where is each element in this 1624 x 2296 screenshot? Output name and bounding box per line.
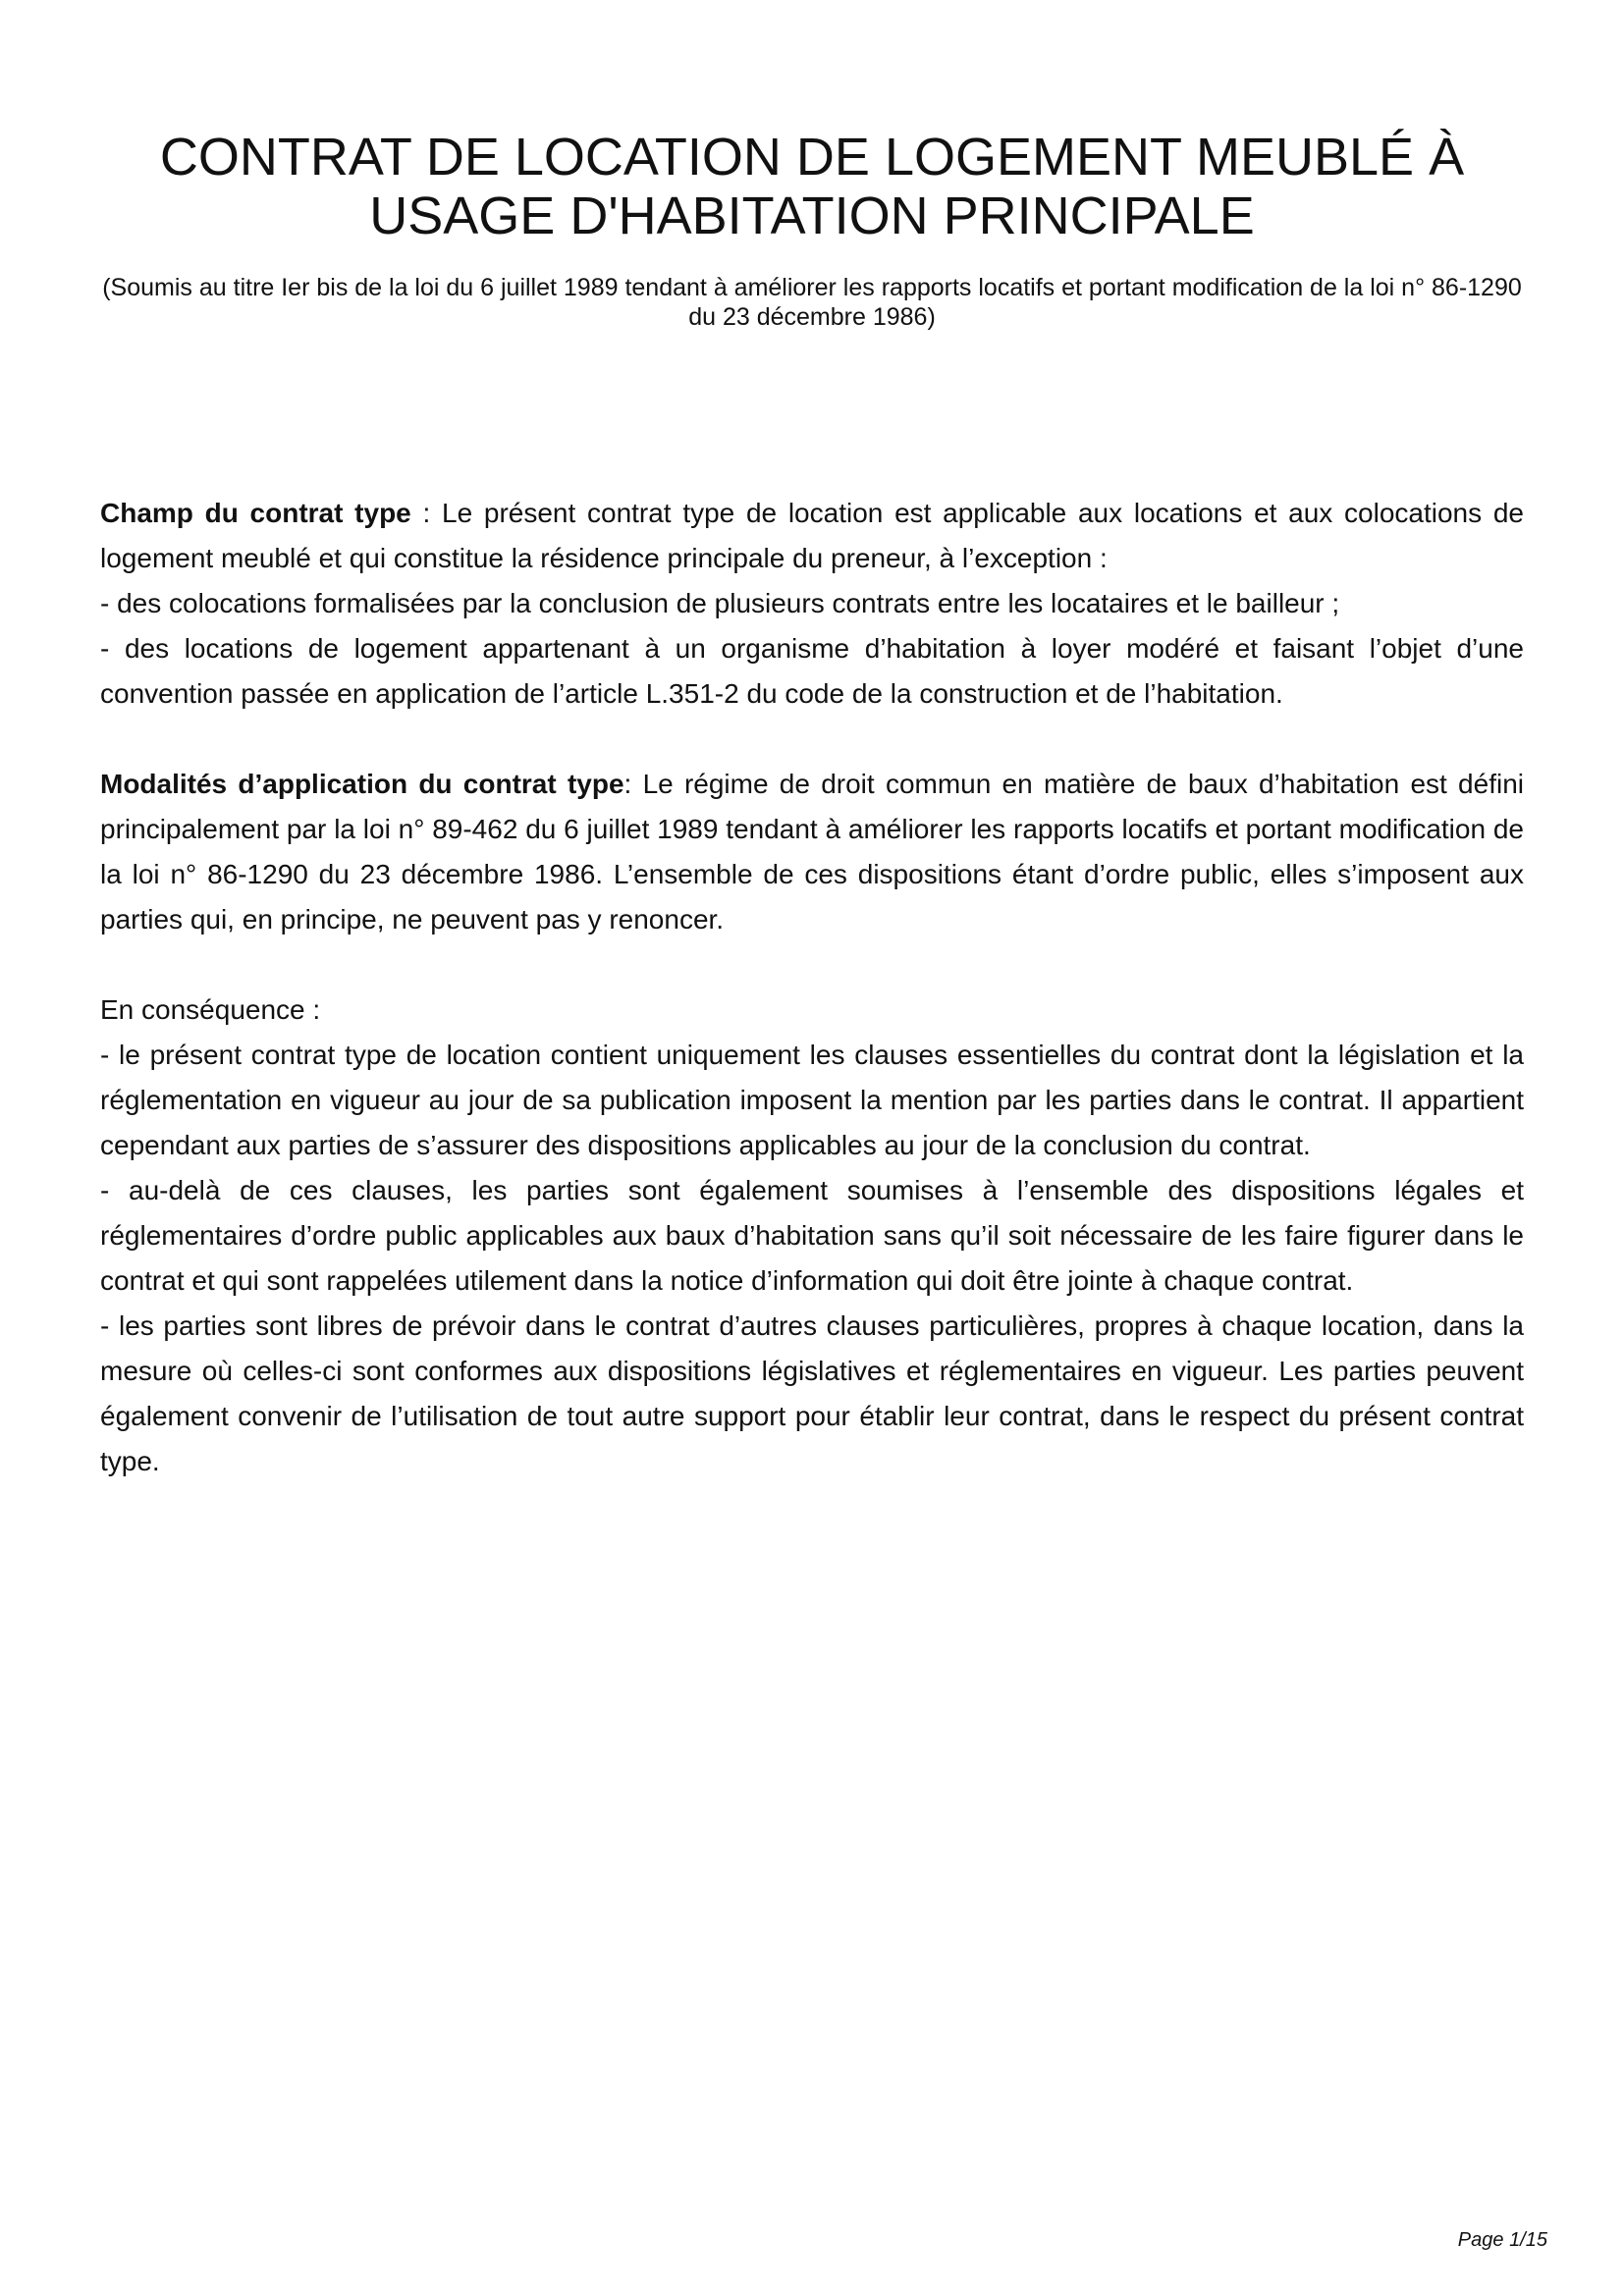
consequence-item-3: - les parties sont libres de prévoir dans le contrat d’autres clauses particulières, propres à chaque location, dans la mesure où celles-ci sont conformes aux dispositions législatives et réglementaires en vigueur. Les parties peuvent également convenir de l’utilisation de tout autre support pour établir leur contrat, dans le respect du présent contrat type. bbox=[100, 1310, 1524, 1476]
paragraph-spacer bbox=[100, 942, 1524, 988]
document-header bbox=[98, 128, 1526, 332]
modalites-label: Modalités d’application du contrat type bbox=[100, 769, 624, 799]
document-body bbox=[100, 491, 1524, 1484]
document-subtitle: (Soumis au titre Ier bis de la loi du 6 juillet 1989 tendant à améliorer les rapports locatifs et portant modification de la loi n° 86-1290 du 23 décembre 1986) bbox=[102, 274, 1522, 331]
modalites-paragraph bbox=[100, 762, 1524, 942]
champ-text: Le présent contrat type de location est applicable aux locations et aux colocations de logement meublé et qui constitue la résidence principale du preneur, à l’exception : bbox=[100, 498, 1524, 573]
document-title: CONTRAT DE LOCATION DE LOGEMENT MEUBLÉ À USAGE D'HABITATION PRINCIPALE bbox=[159, 128, 1465, 245]
page-number: Page 1/15 bbox=[1457, 2229, 1547, 2251]
champ-item-1: - des colocations formalisées par la conclusion de plusieurs contrats entre les locataires et le bailleur ; bbox=[100, 588, 1340, 618]
paragraph-spacer bbox=[100, 717, 1524, 762]
modalites-separator: : bbox=[623, 769, 643, 799]
champ-separator: : bbox=[410, 498, 442, 528]
modalites-text: Le régime de droit commun en matière de baux d’habitation est défini principalement par la loi n° 89-462 du 6 juillet 1989 tendant à améliorer les rapports locatifs et portant modification de la loi n° 86-1290 du 23 décembre 1986. L’ensemble de ces dispositions étant d’ordre public, elles s’imposent aux parties qui, en principe, ne peuvent pas y renoncer. bbox=[100, 769, 1524, 934]
champ-label: Champ du contrat type bbox=[100, 498, 411, 528]
consequence-item-2: - au-delà de ces clauses, les parties sont également soumises à l’ensemble des dispositions légales et réglementaires d’ordre public applicables aux baux d’habitation sans qu’il soit nécessaire de les faire figurer dans le contrat et qui sont rappelées utilement dans la notice d’information qui doit être jointe à chaque contrat. bbox=[100, 1175, 1524, 1296]
consequence-item-1: - le présent contrat type de location contient uniquement les clauses essentielles du contrat dont la législation et la réglementation en vigueur au jour de sa publication imposent la mention par les parties dans le contrat. Il appartient cependant aux parties de s’assurer des dispositions applicables au jour de la conclusion du contrat. bbox=[100, 1040, 1524, 1160]
consequence-intro: En conséquence : bbox=[100, 994, 321, 1025]
champ-paragraph bbox=[100, 491, 1524, 581]
champ-item-2: - des locations de logement appartenant à un organisme d’habitation à loyer modéré et faisant l’objet d’une convention passée en application de l’article L.351-2 du code de la construction et de l’habitation. bbox=[100, 633, 1524, 709]
